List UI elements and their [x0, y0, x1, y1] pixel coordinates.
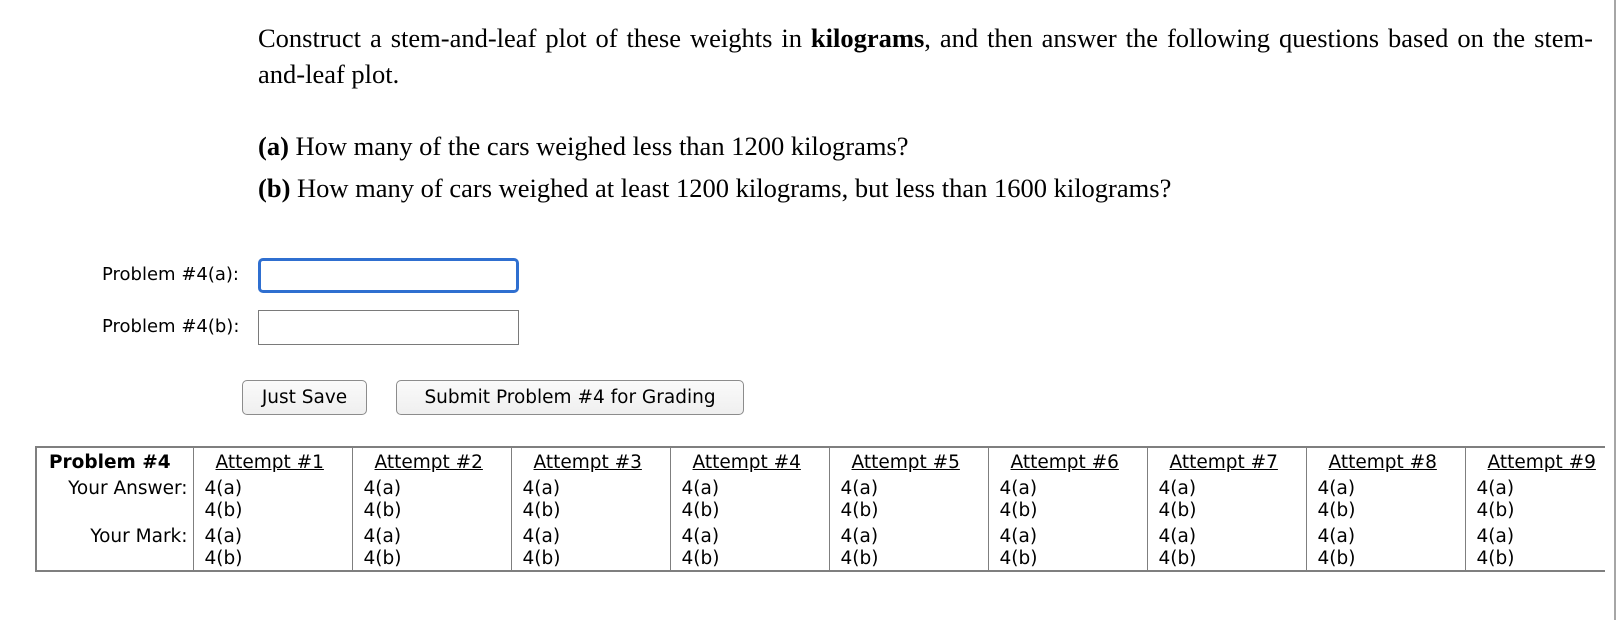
attempt-1-link[interactable]: Attempt #1 [193, 447, 352, 476]
history-answer-row [36, 476, 1605, 526]
attempt-answer-cell: 4(a) 4(b) [1306, 476, 1465, 526]
question-a-text: How many of the cars weighed less than 1200 kilograms? [288, 131, 909, 161]
attempt-history-table [35, 446, 1605, 572]
instructions-emphasis: kilograms [810, 23, 925, 53]
attempt-mark-cell: 4(a) 4(b) [352, 526, 511, 571]
attempt-answer-cell: 4(a) 4(b) [829, 476, 988, 526]
history-corner-label: Problem #4 [49, 452, 171, 473]
instructions-text-end: , and then answer the following questions based on the stem-and-leaf plot. [258, 23, 1593, 89]
attempt-answer-cell: 4(a) 4(b) [1465, 476, 1605, 526]
submit-grading-button[interactable]: Submit Problem #4 for Grading [396, 380, 744, 415]
frame-divider [1614, 0, 1616, 620]
attempt-mark-cell: 4(a) 4(b) [1147, 526, 1306, 571]
instructions-text: Construct a stem-and-leaf plot of these weights in [258, 23, 811, 53]
your-answer-label: Your Answer: [68, 478, 188, 499]
attempt-4-link[interactable]: Attempt #4 [670, 447, 829, 476]
attempt-answer-cell: 4(a) 4(b) [1147, 476, 1306, 526]
answer-b-input[interactable] [258, 310, 519, 345]
attempt-6-link[interactable]: Attempt #6 [988, 447, 1147, 476]
attempt-8-link[interactable]: Attempt #8 [1306, 447, 1465, 476]
attempt-mark-cell: 4(a) 4(b) [670, 526, 829, 571]
attempt-answer-cell: 4(a) 4(b) [193, 476, 352, 526]
question-a [258, 128, 909, 164]
your-mark-label: Your Mark: [90, 526, 188, 547]
attempt-history [35, 446, 1605, 586]
question-b-text: How many of cars weighed at least 1200 kilograms, but less than 1600 kilograms? [290, 173, 1172, 203]
just-save-button[interactable]: Just Save [242, 380, 367, 415]
attempt-mark-cell: 4(a) 4(b) [1306, 526, 1465, 571]
attempt-3-link[interactable]: Attempt #3 [511, 447, 670, 476]
history-mark-row [36, 526, 1605, 571]
answer-a-label: Problem #4(a): [102, 264, 239, 285]
problem-instructions [258, 20, 1593, 92]
history-header-row [36, 447, 1605, 476]
answer-b-label: Problem #4(b): [102, 316, 240, 337]
attempt-answer-cell: 4(a) 4(b) [352, 476, 511, 526]
attempt-mark-cell: 4(a) 4(b) [193, 526, 352, 571]
answer-a-input[interactable] [258, 258, 519, 293]
attempt-7-link[interactable]: Attempt #7 [1147, 447, 1306, 476]
question-b-tag: (b) [258, 173, 291, 203]
attempt-2-link[interactable]: Attempt #2 [352, 447, 511, 476]
attempt-mark-cell: 4(a) 4(b) [988, 526, 1147, 571]
attempt-answer-cell: 4(a) 4(b) [988, 476, 1147, 526]
attempt-answer-cell: 4(a) 4(b) [511, 476, 670, 526]
attempt-mark-cell: 4(a) 4(b) [511, 526, 670, 571]
attempt-answer-cell: 4(a) 4(b) [670, 476, 829, 526]
attempt-mark-cell: 4(a) 4(b) [829, 526, 988, 571]
attempt-9-link[interactable]: Attempt #9 [1465, 447, 1605, 476]
attempt-mark-cell: 4(a) 4(b) [1465, 526, 1605, 571]
attempt-5-link[interactable]: Attempt #5 [829, 447, 988, 476]
question-b [258, 170, 1171, 206]
question-a-tag: (a) [258, 131, 289, 161]
